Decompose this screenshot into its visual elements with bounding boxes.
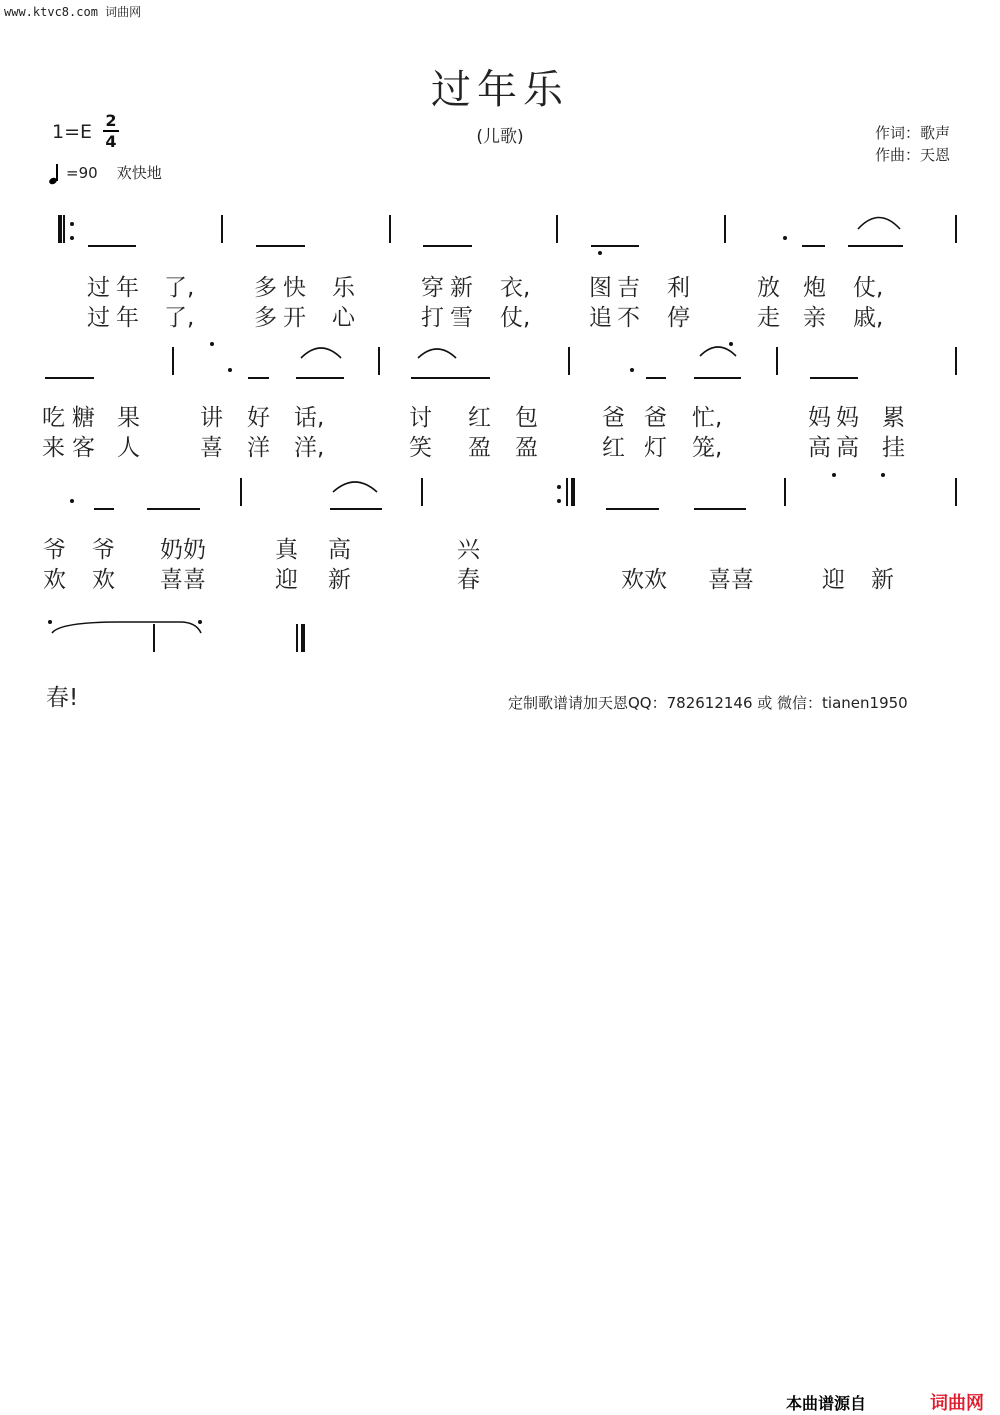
repeat-dot <box>557 485 561 489</box>
lyric-syllable: 年 <box>116 275 139 301</box>
lyric-syllable: 利 <box>667 275 690 301</box>
lyric-syllable: 妈 <box>836 405 859 431</box>
lyric-syllable: 讲 <box>200 405 223 431</box>
lyric-syllable: 红 <box>468 405 491 431</box>
song-title: 过年乐 <box>431 67 569 113</box>
lyric-syllable: 笑 <box>409 435 432 461</box>
lyric-syllable: 奶奶 <box>160 537 206 563</box>
barline <box>955 478 957 506</box>
beam-underline <box>591 245 639 247</box>
beam-underline <box>848 245 903 247</box>
barline <box>955 215 957 243</box>
lyric-syllable: 糖 <box>72 405 95 431</box>
lyric-syllable: 衣, <box>500 275 531 301</box>
high-octave-dot <box>198 620 202 624</box>
slur <box>52 622 201 633</box>
lyric-syllable: 累 <box>882 405 905 431</box>
lyric-syllable: 挂 <box>882 435 905 461</box>
key-signature: 1=E <box>52 121 93 143</box>
high-octave-dot <box>729 342 733 346</box>
slur <box>418 349 456 358</box>
lyric-syllable: 不 <box>617 305 640 331</box>
lyric-syllable: 妈 <box>808 405 831 431</box>
expression-mark: 欢快地 <box>116 164 162 182</box>
lyric-syllable: 年 <box>116 305 139 331</box>
lyric-syllable: 快 <box>283 275 306 301</box>
composer-credit: 作曲：天恩 <box>874 146 950 164</box>
beam-underline <box>330 508 382 510</box>
lyric-syllable: 雪 <box>450 305 473 331</box>
lyric-syllable: 吃 <box>42 405 65 431</box>
lyric-syllable: 红 <box>602 435 625 461</box>
lyric-syllable: 人 <box>117 435 140 461</box>
lyric-syllable: 迎 <box>275 567 298 593</box>
lyric-syllable: 心 <box>332 305 355 331</box>
lyric-syllable: 笼, <box>692 435 723 461</box>
lyric-syllable: 迎 <box>822 567 845 593</box>
high-octave-dot <box>210 342 214 346</box>
lyric-syllable: 话, <box>294 405 325 431</box>
barline <box>955 347 957 375</box>
lyric-syllable: 欢 <box>92 567 115 593</box>
lyricist-credit: 作词：歌声 <box>874 124 950 142</box>
lyric-syllable: 盈 <box>515 435 538 461</box>
lyric-syllable: 新 <box>328 567 351 593</box>
lyric-syllable: 戚, <box>853 305 884 331</box>
lyric-syllable: 洋, <box>294 435 325 461</box>
slur <box>700 347 736 356</box>
lyric-syllable: 真 <box>275 537 298 563</box>
barline <box>221 215 223 243</box>
contact-footer: 定制歌谱请加天恩QQ：782612146 或 微信：tianen1950 <box>508 694 908 712</box>
beam-underline <box>646 377 666 379</box>
barline <box>784 478 786 506</box>
beam-underline <box>423 245 472 247</box>
lyric-syllable: 欢欢 <box>621 567 667 593</box>
lyric-syllable: 过 <box>87 275 110 301</box>
barline <box>571 478 575 506</box>
lyric-syllable: 讨 <box>409 405 432 431</box>
lyric-syllable: 包 <box>515 405 538 431</box>
lyric-syllable: 乐 <box>332 275 355 301</box>
slur <box>301 348 341 358</box>
beam-underline <box>248 377 269 379</box>
lyric-syllable: 停 <box>667 305 690 331</box>
barline <box>172 347 174 375</box>
barline <box>240 478 242 506</box>
lyric-syllable: 吉 <box>617 275 640 301</box>
lyric-syllable: 来 <box>42 435 65 461</box>
lyric-syllable: 炮 <box>803 275 826 301</box>
beam-underline <box>810 377 858 379</box>
beam-underline <box>147 508 200 510</box>
barline <box>568 347 570 375</box>
lyric-syllable: 客 <box>72 435 95 461</box>
barline <box>556 215 558 243</box>
lyric-syllable: 多 <box>254 305 277 331</box>
lyric-syllable: 洋 <box>247 435 270 461</box>
lyric-syllable: 仗, <box>500 305 531 331</box>
augmentation-dot <box>70 499 74 503</box>
time-signature <box>103 112 119 150</box>
site-logo: 词曲网 <box>930 1393 984 1414</box>
lyric-syllable: 爷 <box>92 537 115 563</box>
barline <box>58 215 62 243</box>
tempo-value: =90 <box>66 164 98 182</box>
lyric-syllable: 喜 <box>200 435 223 461</box>
beam-underline <box>296 377 344 379</box>
lyric-syllable: 果 <box>117 405 140 431</box>
song-subtitle: (儿歌) <box>476 127 524 147</box>
beam-underline <box>802 245 825 247</box>
beam-underline <box>694 508 746 510</box>
repeat-dot <box>70 236 74 240</box>
beam-underline <box>606 508 659 510</box>
lyric-syllable: 喜喜 <box>708 567 754 593</box>
lyric-syllable: 走 <box>757 305 780 331</box>
lyric-syllable: 灯 <box>644 435 667 461</box>
beam-underline <box>694 377 741 379</box>
lyric-syllable: 忙, <box>692 405 723 431</box>
lyric-syllable: 亲 <box>803 305 826 331</box>
lyric-syllable: 追 <box>589 305 612 331</box>
low-octave-dot <box>598 251 602 255</box>
lyric-syllable: 过 <box>87 305 110 331</box>
barline <box>724 215 726 243</box>
barline <box>389 215 391 243</box>
site-watermark: www.ktvc8.com 词曲网 <box>4 5 142 19</box>
barline <box>776 347 778 375</box>
lyric-syllable: 爸 <box>644 405 667 431</box>
barline <box>566 478 568 506</box>
high-octave-dot <box>832 473 836 477</box>
lyric-syllable: 爸 <box>602 405 625 431</box>
lyric-syllable: 高 <box>328 537 351 563</box>
augmentation-dot <box>228 368 232 372</box>
beam-underline <box>94 508 114 510</box>
lyric-syllable: 兴 <box>457 537 480 563</box>
lyric-syllable: 打 <box>421 305 444 331</box>
quarter-note-icon <box>48 163 64 185</box>
lyric-syllable: 了, <box>164 305 195 331</box>
barline <box>301 624 305 652</box>
lyric-syllable: 图 <box>589 275 612 301</box>
lyric-syllable: 高 <box>836 435 859 461</box>
time-numerator: 2 <box>105 111 117 130</box>
lyric-syllable: 喜喜 <box>160 567 206 593</box>
lyric-syllable: 春! <box>46 685 79 711</box>
source-label: 本曲谱源自 <box>786 1394 867 1413</box>
barline <box>296 624 298 652</box>
lyric-syllable: 穿 <box>421 275 444 301</box>
high-octave-dot <box>48 620 52 624</box>
repeat-dot <box>557 499 561 503</box>
time-denominator: 4 <box>105 132 117 151</box>
barline <box>378 347 380 375</box>
lyric-syllable: 高 <box>808 435 831 461</box>
lyric-syllable: 新 <box>450 275 473 301</box>
lyric-syllable: 新 <box>871 567 894 593</box>
lyric-syllable: 了, <box>164 275 195 301</box>
barline <box>63 215 65 243</box>
tempo-marking <box>48 162 162 185</box>
lyric-syllable: 爷 <box>43 537 66 563</box>
augmentation-dot <box>630 368 634 372</box>
repeat-dot <box>70 222 74 226</box>
lyric-syllable: 春 <box>457 567 480 593</box>
barline <box>153 624 155 652</box>
beam-underline <box>411 377 490 379</box>
high-octave-dot <box>881 473 885 477</box>
lyric-syllable: 仗, <box>853 275 884 301</box>
lyric-syllable: 放 <box>757 275 780 301</box>
slur <box>333 482 377 492</box>
lyric-syllable: 盈 <box>468 435 491 461</box>
augmentation-dot <box>783 236 787 240</box>
beam-underline <box>45 377 94 379</box>
lyric-syllable: 好 <box>247 405 270 431</box>
lyric-syllable: 欢 <box>43 567 66 593</box>
beam-underline <box>88 245 136 247</box>
lyric-syllable: 开 <box>283 305 306 331</box>
slur <box>858 218 900 230</box>
beam-underline <box>256 245 305 247</box>
barline <box>421 478 423 506</box>
lyric-syllable: 多 <box>254 275 277 301</box>
